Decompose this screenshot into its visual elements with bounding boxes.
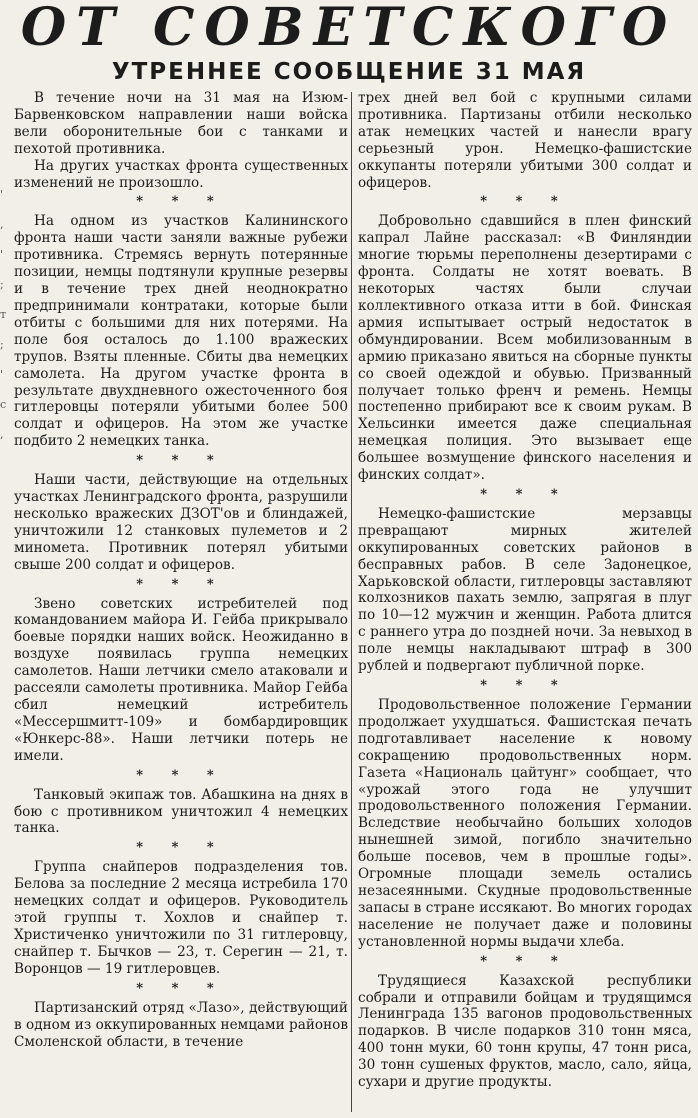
right-column	[358, 90, 692, 1116]
section-separator: * * *	[136, 194, 226, 210]
article-paragraph: Звено советских истребителей под командованием майора И. Гейба прикрывало боевые порядки наших войск. Неожиданно в воздухе появилась группа немецких самолетов. Наши летчики смело атаковали и рассеяли самолеты противника. Майор Гейба сбил немецкий истребитель «Мессершмитт-109» и бомбардировщик «Юнкерс-88». Наши летчики потерь не имели.	[14, 595, 348, 764]
article-paragraph: Трудящиеся Казахской республики собрали и отправили бойцам и трудящимся Ленинграда 135 вагонов продовольственных подарков. В числе подарков 310 тонн мяса, 400 тонн муки, 60 тонн крупы, 47 тонн риса, 30 тонн сушеных фруктов, масло, сало, яйца, сухари и другие продукты.	[358, 972, 692, 1091]
section-separator: * * *	[480, 678, 570, 693]
article-paragraph: Немецко-фашистские мерзавцы превращают мирных жителей оккупированных советских районов в бесправных рабов. В селе Задонецкое, Харьковской области, гитлеровцы заставляют колхозников пахать землю, запрягая в плуг по 10—12 мужчин и женщин. Работа длится с раннего утра до поздней ночи. За невыход в поле немцы накладывают штраф в 300 рублей и подвергают публичной порке.	[358, 505, 692, 675]
section-separator: * * *	[136, 767, 226, 783]
section-separator: * * *	[136, 453, 226, 469]
page-headline: ОТ СОВЕТСКОГО	[20, 0, 678, 56]
article-paragraph: На одном из участков Калининского фронта наши части заняли важные рубежи противника. Стремясь вернуть потерянные позиции, немцы подтянули крупные резервы и в течение трех дней неоднократно предпринимали контратаки, которые были отбиты с большими для них потерями. На поле боя осталось до 1.100 вражеских трупов. Взяты пленные. Сбиты два немецких самолета. На другом участке фронта в результате двухдневного ожесточенного боя гитлеровцы потеряли убитыми более 500 солдат и офицеров. На этом же участке подбито 2 немецких танка.	[14, 213, 348, 450]
edge-marks: ' , ' ; т ; ' с ,	[0, 188, 7, 441]
section-separator: * * *	[136, 980, 226, 996]
section-separator: * * *	[480, 194, 570, 210]
section-separator: * * *	[136, 840, 226, 856]
article-paragraph: Продовольственное положение Германии продолжает ухудшаться. Фашистская печать подготавливает население к новому сокращению продовольственных норм. Газета «Националь цайтунг» сообщает, что «урожай этого года не улучшит продовольственного положения Германии. Вследствие необычайно больших холодов нынешней зимой, погибло значительно больше посевов, чем в прошлые годы». Огромные площади земель остались незасеянными. Скудные продовольственные запасы в стране иссякают. Во многих городах население не получает даже и половины установленной нормы выдачи хлеба.	[358, 697, 692, 950]
article-paragraph: На других участках фронта существенных изменений не произошло.	[14, 157, 348, 191]
section-separator: * * *	[480, 486, 570, 502]
article-paragraph: Танковый экипаж тов. Абашкина на днях в бою с противником уничтожил 4 немецких танка.	[14, 786, 348, 837]
article-paragraph: В течение ночи на 31 мая на Изюм-Барвенковском направлении наши войска вели оборонительные бои с танками и пехотой противника.	[14, 90, 348, 157]
section-separator: * * *	[136, 576, 226, 592]
article-paragraph: Добровольно сдавшийся в плен финский капрал Лайне рассказал: «В Финляндии многие тюрьмы переполнены дезертирами с фронта. Солдаты не хотят воевать. В некоторых частях были случаи коллективного отказа итти в бой. Финская армия испытывает острый недостаток в обмундировании. Всем мобилизованным в армию приказано явиться на сборные пункты со своей одеждой и обувью. Призванный получает только френч и ремень. Немцы постепенно прибирают все к своим рукам. В Хельсинки имеется даже специальная немецкая полиция. Это вызывает еще большее возмущение финского населения и финских солдат».	[358, 213, 692, 484]
left-column	[14, 90, 348, 1116]
bulletin-title: УТРЕННЕЕ СООБЩЕНИЕ 31 МАЯ	[111, 59, 587, 85]
section-separator: * * *	[480, 953, 570, 969]
article-paragraph: Партизанский отряд «Лазо», действующий в одном из оккупированных немцами районов Смоленской области, в течение	[14, 999, 348, 1050]
article-paragraph: Наши части, действующие на отдельных участках Ленинградского фронта, разрушили несколько вражеских ДЗОТ'ов и блиндажей, уничтожили 12 станковых пулеметов и 2 миномета. Противник потерял убитыми свыше 200 солдат и офицеров.	[14, 472, 348, 573]
article-paragraph: Группа снайперов подразделения тов. Белова за последние 2 месяца истребила 170 немецких солдат и офицеров. Руководитель этой группы т. Хохлов и снайпер т. Христиченко уничтожили по 31 гитлеровцу, снайпер т. Бычков — 23, т. Серегин — 21, т. Воронцов — 19 гитлеровцев.	[14, 859, 348, 977]
column-divider	[351, 92, 352, 1112]
article-paragraph: трех дней вел бой с крупными силами противника. Партизаны отбили несколько атак немецких частей и нанесли врагу серьезный урон. Немецко-фашистские оккупанты потеряли убитыми 300 солдат и офицеров.	[358, 90, 692, 191]
